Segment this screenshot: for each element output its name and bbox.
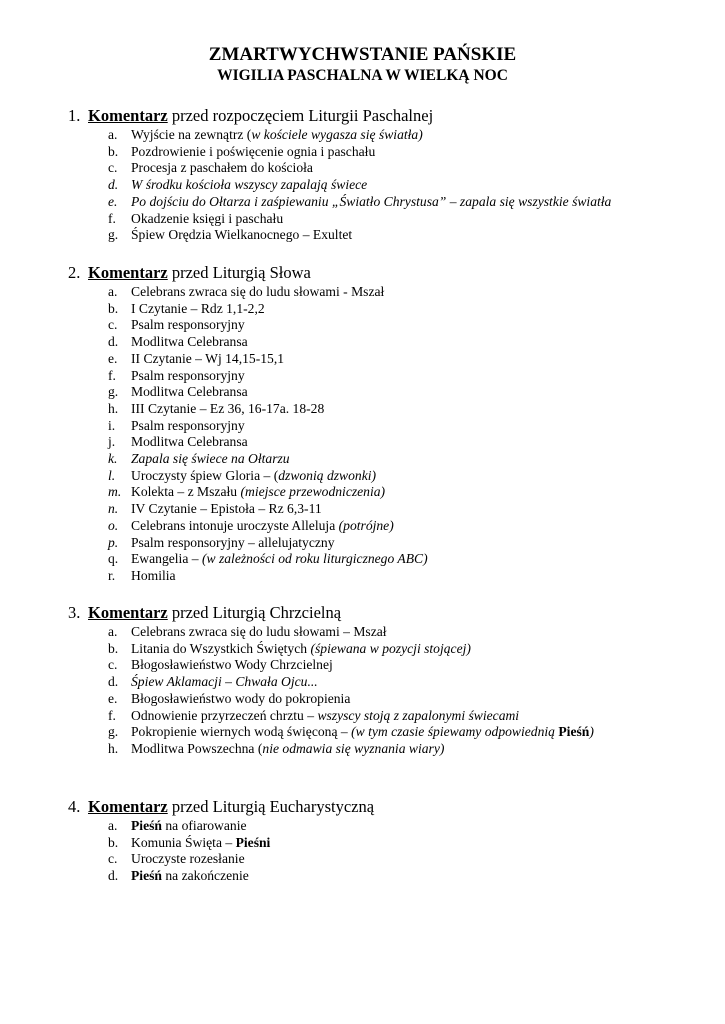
item-text: (potrójne) bbox=[338, 517, 394, 533]
section-keyword: Komentarz bbox=[88, 603, 168, 622]
item-text: (śpiewana w pozycji stojącej) bbox=[310, 640, 471, 656]
item-text: Psalm responsoryjny bbox=[131, 367, 245, 383]
section-3 bbox=[68, 603, 708, 758]
item-text: II Czytanie – Wj 14,15-15,1 bbox=[131, 350, 285, 366]
list-item bbox=[68, 317, 708, 334]
item-letter: g. bbox=[108, 384, 119, 400]
item-text: W środku kościoła wszyscy zapalają świece bbox=[131, 177, 368, 193]
item-text: Śpiew Orędzia Wielkanocnego – Exultet bbox=[131, 227, 353, 243]
list-item bbox=[68, 384, 708, 401]
list-item bbox=[68, 535, 708, 552]
item-text: I Czytanie – Rdz 1,1-2,2 bbox=[131, 300, 265, 316]
item-letter: r. bbox=[108, 567, 116, 583]
item-text: Homilia bbox=[131, 567, 176, 583]
list-item bbox=[68, 835, 708, 852]
item-text: w kościele wygasza się światła) bbox=[251, 127, 423, 142]
item-letter: g. bbox=[108, 227, 119, 243]
list-item bbox=[68, 160, 708, 177]
item-letter: f. bbox=[108, 210, 116, 226]
item-text: (w zależności od roku liturgicznego ABC) bbox=[201, 551, 428, 567]
item-text: Kolekta – z Mszału bbox=[131, 484, 241, 500]
item-letter: f. bbox=[108, 367, 116, 383]
section-heading bbox=[68, 263, 708, 283]
item-text: Modlitwa Celebransa bbox=[131, 384, 248, 400]
item-letter: h. bbox=[108, 740, 119, 756]
item-letter: a. bbox=[108, 284, 118, 299]
section-heading bbox=[68, 106, 708, 126]
list-item bbox=[68, 434, 708, 451]
item-text: Modlitwa Celebransa bbox=[131, 434, 248, 450]
item-text: Błogosławieństwo wody do pokropienia bbox=[131, 690, 351, 706]
item-text: Procesja z paschałem do kościoła bbox=[131, 160, 313, 176]
list-item bbox=[68, 741, 708, 758]
item-letter: c. bbox=[108, 317, 118, 333]
item-text: (w tym czasie śpiewamy odpowiednią bbox=[351, 724, 559, 740]
list-item bbox=[68, 227, 708, 244]
item-letter: j. bbox=[108, 434, 116, 450]
item-letter: i. bbox=[108, 417, 116, 433]
item-text: Uroczysty śpiew Gloria – ( bbox=[131, 467, 279, 483]
item-letter: k. bbox=[108, 451, 118, 467]
item-text: Po dojściu do Ołtarza i zaśpiewaniu „Światło Chrystusa” – zapala się wszystkie światła bbox=[131, 193, 612, 209]
item-letter: l. bbox=[108, 467, 116, 483]
item-letter: c. bbox=[108, 657, 118, 673]
item-text: Pozdrowienie i poświęcenie ognia i paschału bbox=[131, 143, 376, 159]
list-item bbox=[68, 334, 708, 351]
item-text: Okadzenie księgi i paschału bbox=[131, 210, 284, 226]
item-letter: p. bbox=[108, 534, 119, 550]
list-item bbox=[68, 851, 708, 868]
section-number: 1. bbox=[68, 106, 81, 125]
section-heading bbox=[68, 797, 708, 817]
list-item bbox=[68, 211, 708, 228]
item-letter: a. bbox=[108, 127, 118, 142]
item-text: Pieśni bbox=[235, 834, 271, 850]
item-letter: b. bbox=[108, 834, 119, 850]
section-1 bbox=[68, 106, 708, 244]
list-item bbox=[68, 127, 708, 144]
list-item bbox=[68, 194, 708, 211]
page-subtitle: WIGILIA PASCHALNA W WIELKĄ NOC bbox=[217, 67, 508, 84]
item-letter: c. bbox=[108, 160, 118, 176]
item-letter: e. bbox=[108, 350, 118, 366]
section-heading-text: przed Liturgią Eucharystyczną bbox=[167, 797, 375, 816]
section-heading-text: przed Liturgią Chrzcielną bbox=[167, 603, 342, 622]
list-item bbox=[68, 368, 708, 385]
item-letter: h. bbox=[108, 400, 119, 416]
item-text: Litania do Wszystkich Świętych bbox=[131, 640, 311, 656]
item-letter: f. bbox=[108, 707, 116, 723]
item-letter: n. bbox=[108, 501, 119, 517]
section-2 bbox=[68, 263, 708, 585]
item-text: Odnowienie przyrzeczeń chrztu – bbox=[131, 707, 318, 723]
item-text: IV Czytanie – Epistoła – Rz 6,3-11 bbox=[131, 501, 322, 517]
list-item bbox=[68, 401, 708, 418]
item-letter: d. bbox=[108, 674, 119, 690]
item-text: na ofiarowanie bbox=[161, 818, 247, 833]
item-letter: c. bbox=[108, 851, 118, 867]
item-text: III Czytanie – Ez 36, 16-17a. 18-28 bbox=[131, 400, 325, 416]
item-text: dzwonią dzwonki) bbox=[278, 467, 377, 483]
list-item bbox=[68, 868, 708, 885]
list-item bbox=[68, 451, 708, 468]
item-text: na zakończenie bbox=[161, 868, 249, 884]
section-number: 3. bbox=[68, 603, 81, 622]
item-letter: a. bbox=[108, 818, 118, 833]
item-text: Psalm responsoryjny bbox=[131, 417, 245, 433]
list-item bbox=[68, 177, 708, 194]
document-header bbox=[0, 44, 725, 86]
item-text: Modlitwa Celebransa bbox=[131, 334, 248, 350]
list-item bbox=[68, 484, 708, 501]
item-list bbox=[68, 624, 708, 758]
section-number: 4. bbox=[68, 797, 81, 816]
section-heading-text: przed rozpoczęciem Liturgii Paschalnej bbox=[167, 106, 434, 125]
item-text: Pieśń bbox=[131, 818, 162, 833]
list-item bbox=[68, 418, 708, 435]
list-item bbox=[68, 708, 708, 725]
page-title: ZMARTWYCHWSTANIE PAŃSKIE bbox=[208, 44, 517, 65]
item-list bbox=[68, 127, 708, 244]
item-text: Uroczyste rozesłanie bbox=[131, 851, 245, 867]
list-item bbox=[68, 724, 708, 741]
list-item bbox=[68, 284, 708, 301]
item-list bbox=[68, 284, 708, 585]
item-letter: e. bbox=[108, 193, 118, 209]
item-text: Pieśń bbox=[131, 868, 162, 884]
section-heading bbox=[68, 603, 708, 623]
item-list bbox=[68, 818, 708, 885]
list-item bbox=[68, 144, 708, 161]
item-text: Śpiew Aklamacji – Chwała Ojcu... bbox=[131, 674, 318, 690]
item-text: wszyscy stoją z zapalonymi świecami bbox=[317, 707, 520, 723]
item-text: Komunia Święta – bbox=[131, 834, 236, 850]
item-text: nie odmawia się wyznania wiary) bbox=[262, 740, 445, 756]
section-keyword: Komentarz bbox=[88, 106, 168, 125]
list-item bbox=[68, 641, 708, 658]
list-item bbox=[68, 551, 708, 568]
item-text: Psalm responsoryjny – allelujatyczny bbox=[131, 534, 335, 550]
item-text: Celebrans intonuje uroczyste Alleluja bbox=[131, 517, 339, 533]
list-item bbox=[68, 657, 708, 674]
section-number: 2. bbox=[68, 263, 81, 282]
item-text: Psalm responsoryjny bbox=[131, 317, 245, 333]
list-item bbox=[68, 568, 708, 585]
item-text: Wyjście na zewnątrz ( bbox=[131, 127, 252, 142]
section-4 bbox=[68, 797, 708, 885]
item-letter: b. bbox=[108, 300, 119, 316]
item-letter: d. bbox=[108, 334, 119, 350]
section-keyword: Komentarz bbox=[88, 263, 168, 282]
item-text: Pokropienie wiernych wodą święconą – bbox=[131, 724, 352, 740]
list-item bbox=[68, 691, 708, 708]
item-text: (miejsce przewodniczenia) bbox=[240, 484, 386, 500]
list-item bbox=[68, 818, 708, 835]
list-item bbox=[68, 624, 708, 641]
item-text: Celebrans zwraca się do ludu słowami – Mszał bbox=[131, 624, 387, 639]
item-text: Modlitwa Powszechna ( bbox=[131, 740, 263, 756]
item-letter: o. bbox=[108, 517, 119, 533]
item-text: Zapala się świece na Ołtarzu bbox=[131, 451, 290, 467]
item-letter: q. bbox=[108, 551, 119, 567]
list-item bbox=[68, 301, 708, 318]
item-letter: e. bbox=[108, 690, 118, 706]
item-text: Błogosławieństwo Wody Chrzcielnej bbox=[131, 657, 333, 673]
item-text: Ewangelia – bbox=[131, 551, 202, 567]
item-letter: g. bbox=[108, 724, 119, 740]
item-letter: m. bbox=[108, 484, 122, 500]
section-keyword: Komentarz bbox=[88, 797, 168, 816]
list-item bbox=[68, 351, 708, 368]
item-text: Celebrans zwraca się do ludu słowami - Mszał bbox=[131, 284, 385, 299]
item-text: Pieśń bbox=[558, 724, 590, 740]
list-item bbox=[68, 518, 708, 535]
item-letter: a. bbox=[108, 624, 118, 639]
item-letter: d. bbox=[108, 868, 119, 884]
item-letter: d. bbox=[108, 177, 119, 193]
item-text: ) bbox=[589, 724, 594, 740]
item-letter: b. bbox=[108, 640, 119, 656]
item-letter: b. bbox=[108, 143, 119, 159]
list-item bbox=[68, 468, 708, 485]
list-item bbox=[68, 501, 708, 518]
section-heading-text: przed Liturgią Słowa bbox=[167, 263, 311, 282]
list-item bbox=[68, 674, 708, 691]
